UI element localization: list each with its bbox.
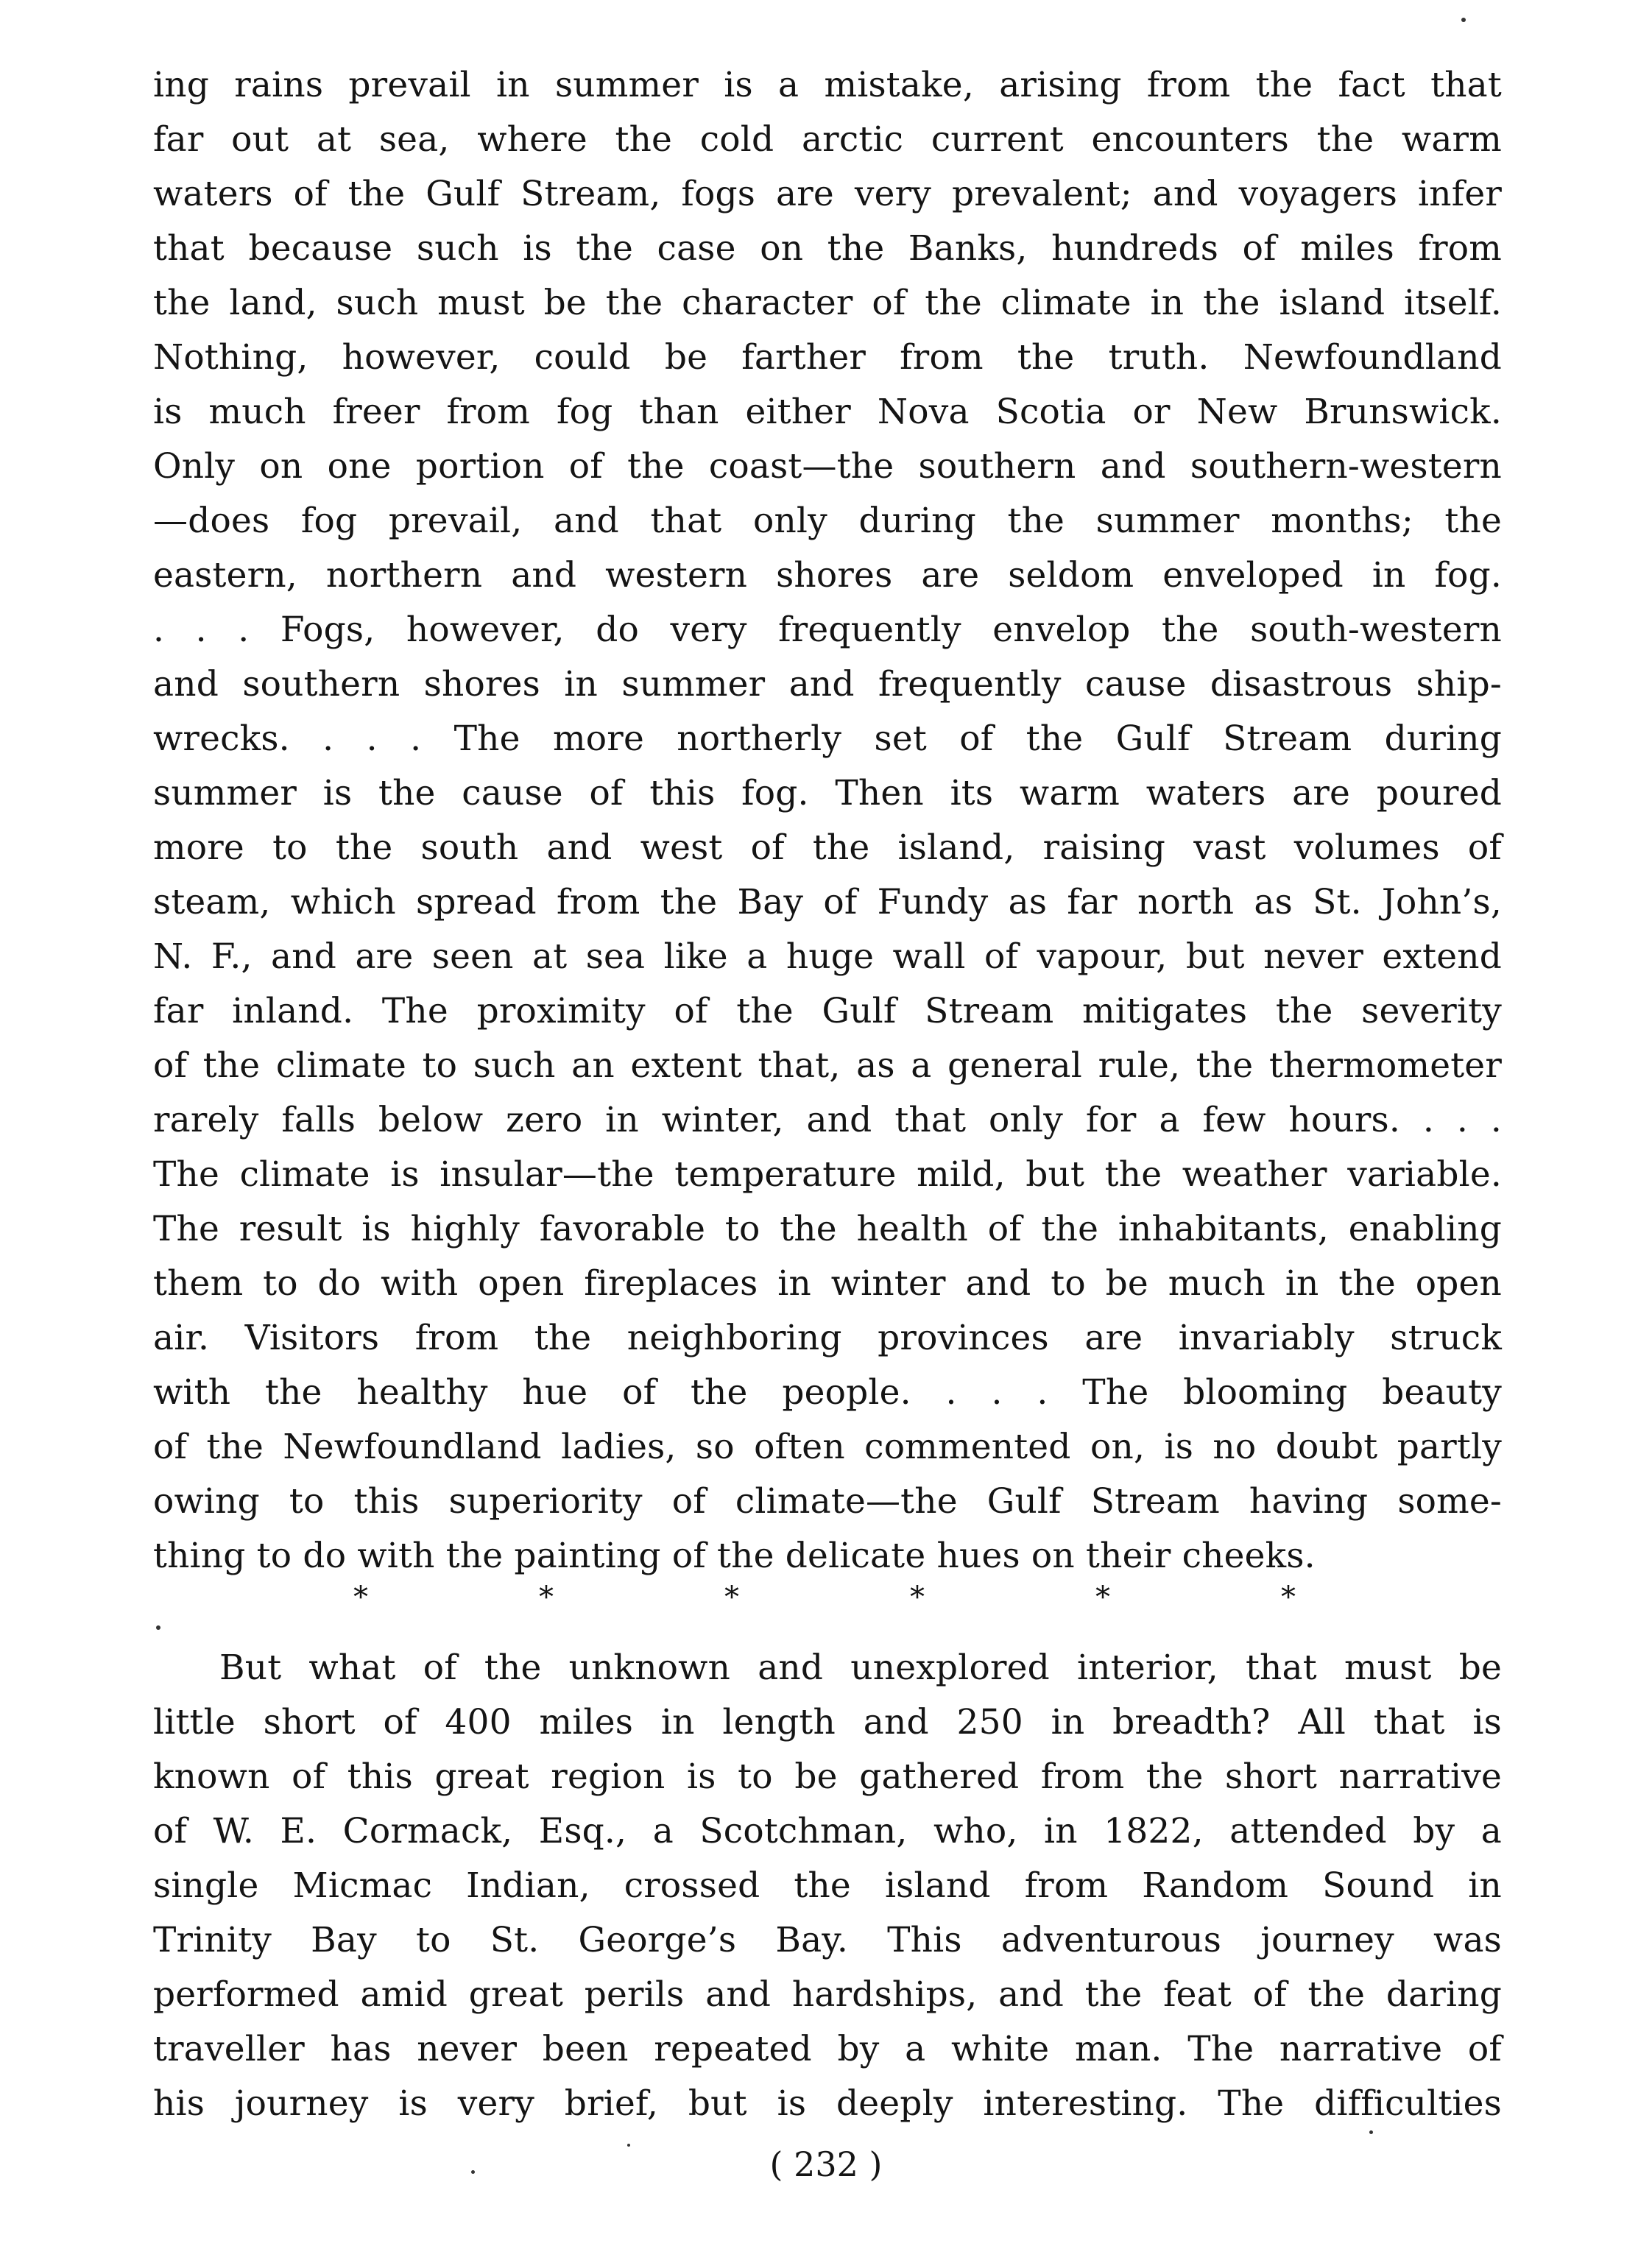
scan-speck [1369, 2130, 1373, 2134]
text-line: that because such is the case on the Banks, hundreds of miles from [153, 228, 1502, 269]
scan-speck [156, 1625, 160, 1630]
text-line: thing to do with the painting of the delicate hues on their cheeks. [153, 1536, 1316, 1576]
text-line: eastern, northern and western shores are seldom enveloped in fog. [153, 555, 1502, 596]
separator-star: * [539, 1581, 554, 1614]
text-line: summer is the cause of this fog. Then its warm waters are poured [153, 773, 1502, 813]
text-line: Only on one portion of the coast—the southern and southern-western [153, 446, 1502, 487]
text-line: and southern shores in summer and frequently cause disastrous ship- [153, 664, 1502, 705]
text-line: of W. E. Cormack, Esq., a Scotchman, who, in 1822, attended by a [153, 1811, 1502, 1851]
scan-speck [627, 2144, 630, 2147]
text-line: with the healthy hue of the people. . . . The blooming beauty [153, 1372, 1502, 1413]
page-number: ( 232 ) [769, 2144, 883, 2184]
text-line: the land, such must be the character of the climate in the island itself. [153, 283, 1502, 323]
text-line: single Micmac Indian, crossed the island from Random Sound in [153, 1865, 1502, 1906]
text-line: performed amid great perils and hardships, and the feat of the daring [153, 1974, 1502, 2015]
text-line: known of this great region is to be gathered from the short narrative [153, 1756, 1502, 1797]
text-line: of the Newfoundland ladies, so often commented on, is no doubt partly [153, 1427, 1502, 1467]
text-line: The result is highly favorable to the health of the inhabitants, enabling [153, 1209, 1502, 1249]
text-line: little short of 400 miles in length and 250 in breadth? All that is [153, 1702, 1502, 1742]
text-line: ing rains prevail in summer is a mistake, arising from the fact that [153, 65, 1502, 105]
separator-star: * [910, 1581, 925, 1614]
text-line: The climate is insular—the temperature mild, but the weather variable. [153, 1154, 1502, 1195]
text-line: waters of the Gulf Stream, fogs are very prevalent; and voyagers infer [153, 174, 1502, 214]
separator-star: * [1281, 1581, 1296, 1614]
text-line: steam, which spread from the Bay of Fundy as far north as St. John’s, [153, 882, 1502, 922]
text-line: far inland. The proximity of the Gulf Stream mitigates the severity [153, 991, 1502, 1031]
text-line: them to do with open fireplaces in winter and to be much in the open [153, 1263, 1502, 1304]
text-line: owing to this superiority of climate—the Gulf Stream having some- [153, 1481, 1502, 1522]
text-line: his journey is very brief, but is deeply interesting. The difficulties [153, 2083, 1502, 2124]
text-line: of the climate to such an extent that, as a general rule, the thermometer [153, 1045, 1502, 1086]
text-line: more to the south and west of the island, raising vast volumes of [153, 827, 1502, 868]
separator-star: * [353, 1581, 368, 1614]
scan-speck [1461, 18, 1466, 22]
text-line: is much freer from fog than either Nova Scotia or New Brunswick. [153, 392, 1502, 432]
text-line: N. F., and are seen at sea like a huge wall of vapour, but never extend [153, 936, 1502, 977]
separator-star: * [1095, 1581, 1110, 1614]
text-line: Nothing, however, could be farther from the truth. Newfoundland [153, 337, 1502, 378]
section-separator [346, 1575, 1303, 1620]
text-line: far out at sea, where the cold arctic current encounters the warm [153, 119, 1502, 160]
text-line: traveller has never been repeated by a white man. The narrative of [153, 2029, 1502, 2069]
text-line: rarely falls below zero in winter, and that only for a few hours. . . . [153, 1100, 1502, 1140]
scan-speck [471, 2170, 475, 2174]
text-line: —does fog prevail, and that only during the summer months; the [153, 501, 1502, 541]
text-line: Trinity Bay to St. George’s Bay. This adventurous journey was [153, 1920, 1502, 1960]
text-line: . . . Fogs, however, do very frequently envelop the south-western [153, 610, 1502, 650]
separator-star: * [724, 1581, 739, 1614]
text-line: air. Visitors from the neighboring provinces are invariably struck [153, 1318, 1502, 1358]
text-line: But what of the unknown and unexplored interior, that must be [219, 1648, 1502, 1688]
text-line: wrecks. . . . The more northerly set of the Gulf Stream during [153, 718, 1502, 759]
